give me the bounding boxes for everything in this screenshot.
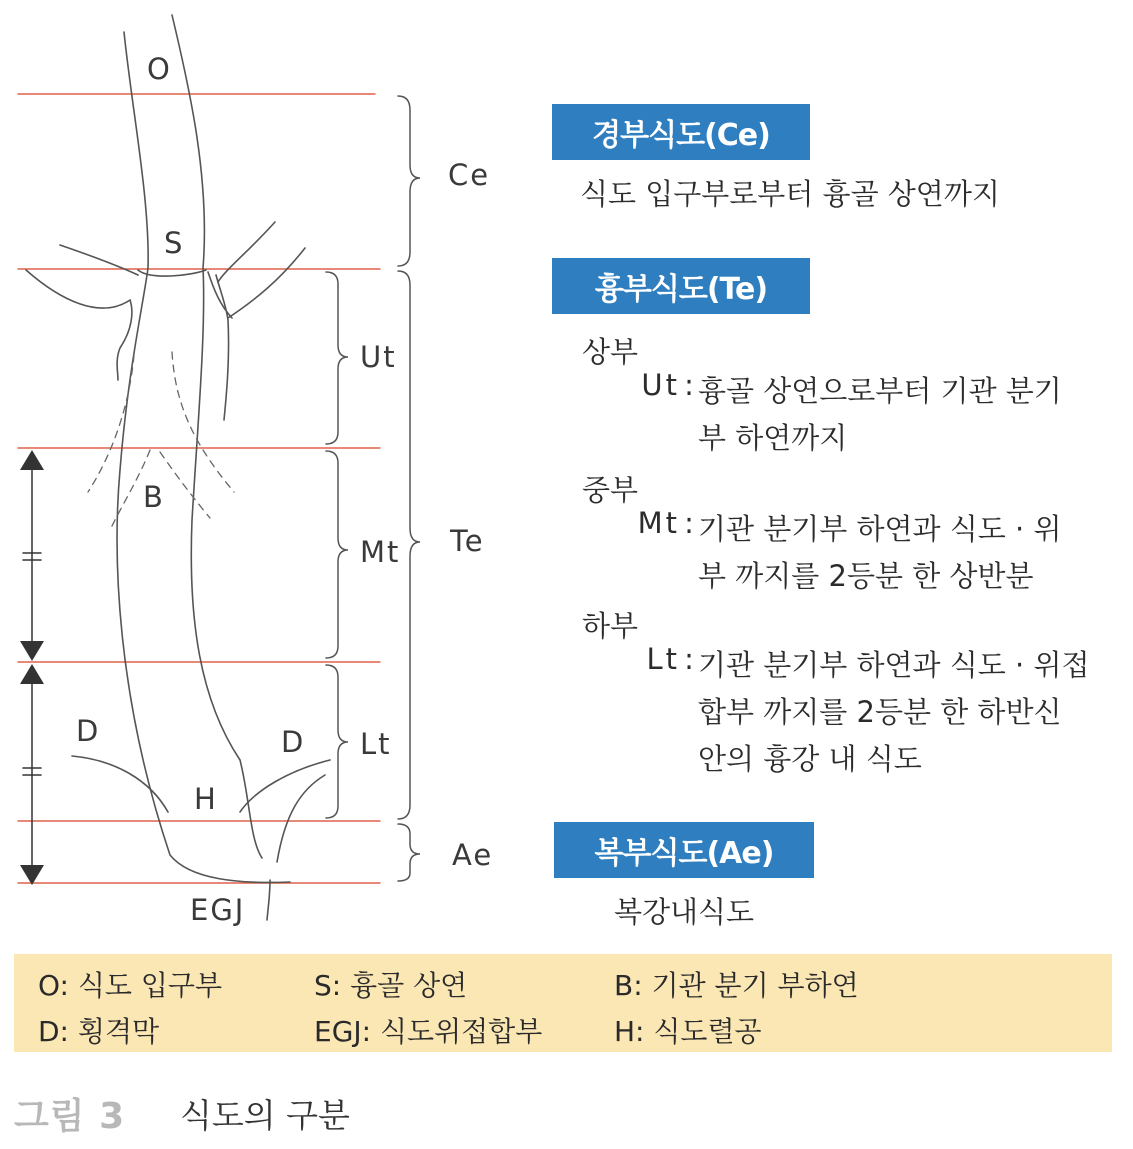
brace-ut [326,272,348,444]
brace-lt [326,665,348,818]
lower-line-2: 합부 까지를 2등분 한 하반신 [698,695,1062,729]
braces [326,96,420,881]
segment-label-ut: Ut [360,340,397,374]
middle-line-2: 부 까지를 2등분 한 상반분 [698,559,1034,593]
lower-entry [618,642,1089,783]
middle-line-1: 기관 분기부 하연과 식도 · 위 [698,512,1062,546]
lower-line-1: 기관 분기부 하연과 식도 · 위접 [698,648,1090,682]
upper-body [698,368,1062,462]
legend-box [14,954,1112,1052]
segment-label-ae: Ae [452,838,494,872]
lower-colon: : [684,642,694,676]
brace-ae [398,824,420,881]
brace-te [398,271,420,819]
label-h: H [194,782,218,816]
upper-line-1: 흉골 상연으로부터 기관 분기 [698,374,1062,408]
upper-heading: 상부 [582,335,639,369]
middle-code: Mt [637,506,680,540]
thoracic-title-bar: 흉부식도(Te) [552,258,810,314]
legend-o: O: 식도 입구부 [38,969,223,1002]
label-s: S [164,226,185,260]
legend-s: S: 흉골 상연 [314,969,468,1002]
brace-ce [398,96,420,266]
label-b: B [143,480,165,514]
upper-colon: : [684,368,694,402]
middle-heading: 중부 [582,473,639,507]
legend-h: H: 식도렬공 [614,1015,762,1048]
figure-caption-title: 식도의 구분 [180,1096,350,1135]
legend-egj: EGJ: 식도위접합부 [314,1015,543,1048]
segment-label-te: Te [450,524,485,558]
boundary-lines [18,94,380,883]
abdominal-desc: 복강내식도 [614,895,755,929]
segment-label-ce: Ce [448,158,491,192]
segment-label-lt: Lt [360,727,392,761]
esophagus-outline [26,15,330,920]
legend-b: B: 기관 분기 부하연 [614,969,859,1002]
brace-mt [326,451,348,658]
upper-entry [618,368,1062,462]
upper-code: Ut [641,368,680,402]
lower-body [698,642,1089,783]
middle-body [698,506,1061,600]
label-d-right: D [281,725,306,759]
cervical-desc: 식도 입구부로부터 흉골 상연까지 [580,177,1000,211]
segment-label-mt: Mt [360,535,401,569]
lower-heading: 하부 [582,609,639,643]
abdominal-title-bar: 복부식도(Ae) [554,822,814,878]
figure-caption-label: 그림 3 [14,1096,126,1137]
lower-line-3: 안의 흉강 내 식도 [698,742,922,776]
upper-line-2: 부 하연까지 [698,421,848,455]
lower-code: Lt [646,642,680,676]
legend-d: D: 횡격막 [38,1015,160,1048]
middle-entry [618,506,1061,600]
label-o: O [147,52,172,86]
middle-colon: : [684,506,694,540]
label-d-left: D [76,714,101,748]
label-egj: EGJ [190,893,246,927]
cervical-title-bar: 경부식도(Ce) [552,104,810,160]
